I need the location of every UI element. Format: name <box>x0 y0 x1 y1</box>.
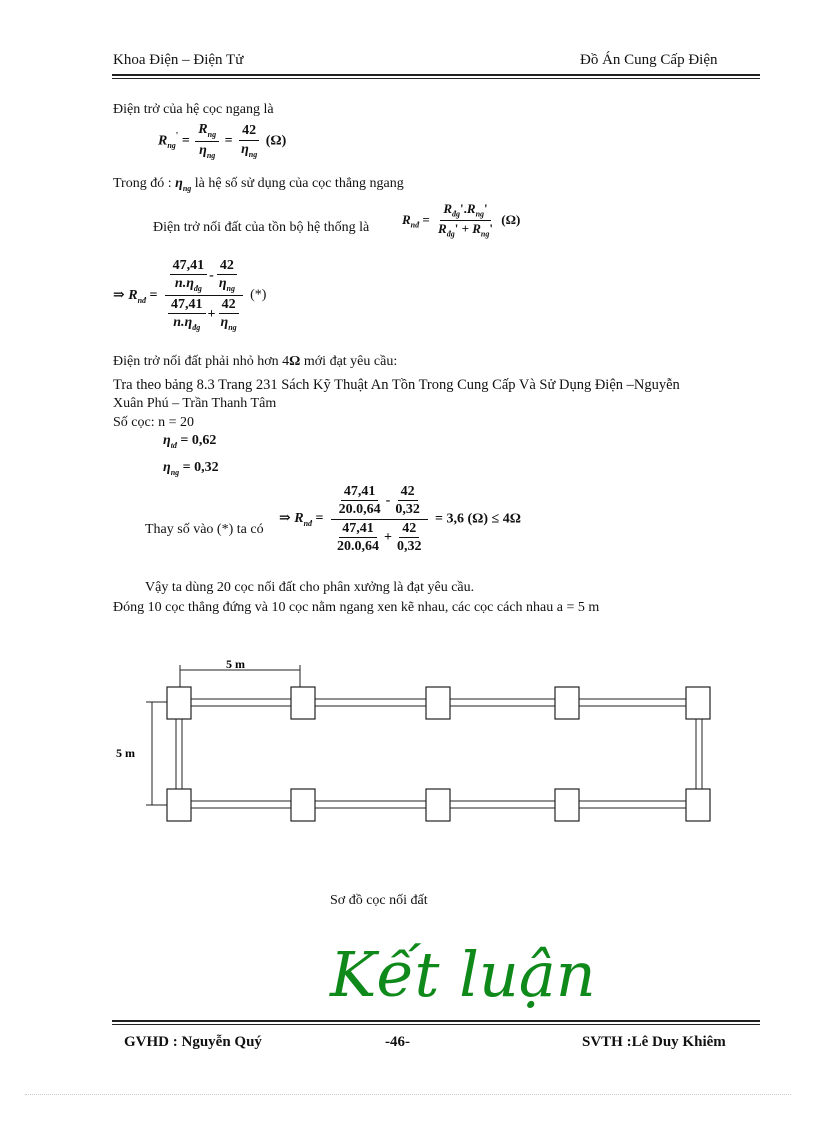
footer-page-number: -46- <box>385 1034 410 1050</box>
eq4-num-2: 42 <box>398 484 418 501</box>
ground-rod <box>167 687 191 719</box>
text-line-2-prefix: Trong đó : <box>113 176 172 191</box>
eta-td: $\eta_{tđ} = 0,62$ <box>163 433 217 450</box>
eq3-den-1: 47,41 <box>168 297 206 314</box>
eq4-num-2-den: 0,32 <box>395 502 420 518</box>
diagram-caption: Sơ đồ cọc nối đất <box>330 893 428 908</box>
text-line-2-suffix: là hệ số sử dụng của cọc thẳng ngang <box>194 176 404 191</box>
text-line-8: Thay số vào (*) ta có <box>145 522 264 537</box>
text-line-10: Đóng 10 cọc thẳng đứng và 10 cọc nằm ngang xen kẽ nhau, các cọc cách nhau a = 5 m <box>113 600 600 615</box>
eq1-value: 42 <box>239 123 259 140</box>
text-line-3: Điện trở nối đất của tồn bộ hệ thống là <box>153 220 370 235</box>
eta-ng-value: = 0,32 <box>182 460 219 475</box>
text-line-7: Số cọc: n = 20 <box>113 415 194 430</box>
eq4-den-1: 47,41 <box>339 521 377 538</box>
equation-r-ng: $R_{ng}'$ = $\frac{R_{ng}}{\eta_{ng}}$ = $\frac{42}{\eta_{ng}}$ (Ω) <box>158 122 287 160</box>
equation-3: ⇒ $R_{nđ}$ = $\frac{47,41}{n.\eta_{đg}}$ - $\frac{42}{\eta_{ng}}$ $\frac{47,41}{n.\eta_{đg}}$ + $\frac{42}{\eta_{ng}}$ (*) <box>113 258 267 333</box>
eta-ng: $\eta_{ng} = 0,32$ <box>163 460 219 477</box>
ground-rod <box>291 687 315 719</box>
ground-rod <box>555 687 579 719</box>
ground-rod <box>291 789 315 821</box>
page-bottom-dotted-line <box>25 1094 791 1095</box>
text-line-2: Trong đó : $\eta_{ng}$ là hệ số sử dụng của cọc thẳng ngang <box>113 176 404 193</box>
grounding-diagram <box>110 655 730 830</box>
eq3-num-2: 42 <box>217 258 237 275</box>
equation-4: ⇒ $R_{nđ}$ = $\frac{47,41}{20.0,64}$ - $\frac{42}{0,32}$ $\frac{47,41}{20.0,64}$ + $\frac{42}{0,32}$ = 3,6 (Ω) ≤ 4Ω <box>279 484 521 555</box>
ground-rod <box>426 789 450 821</box>
eta-td-value: = 0,62 <box>180 433 217 448</box>
footer-rule-thin <box>112 1024 760 1025</box>
ground-rod <box>167 789 191 821</box>
text-line-1: Điện trở của hệ cọc ngang là <box>113 102 274 117</box>
footer-gvhd: GVHD : Nguyễn Quý <box>124 1034 262 1050</box>
eq4-num-1-den: 20.0,64 <box>338 502 381 518</box>
ground-rod <box>686 789 710 821</box>
footer-rule <box>112 1020 760 1022</box>
equation-r-nd: $R_{nđ}$ = $\frac{R_{đg}'.R_{ng}'}{R_{đg}' + R_{ng}'}$ (Ω) <box>402 201 521 239</box>
text-line-4-b: mới đạt yêu cầu: <box>303 354 398 369</box>
text-line-4-a: Điện trở nối đất phải nhỏ hơn 4 <box>113 354 290 369</box>
text-line-9: Vậy ta dùng 20 cọc nối đất cho phân xưởng là đạt yêu cầu. <box>145 580 475 595</box>
text-line-5: Tra theo bảng 8.3 Trang 231 Sách Kỹ Thuật An Tồn Trong Cung Cấp Và Sử Dụng Điện –Nguyễn <box>113 377 680 393</box>
eq4-result: = 3,6 (Ω) ≤ 4Ω <box>435 511 521 527</box>
eq3-den-2: 42 <box>219 297 239 314</box>
ground-rod <box>426 687 450 719</box>
header-rule-thin <box>112 78 760 79</box>
eq2-unit: (Ω) <box>501 211 521 227</box>
eq4-den-2-den: 0,32 <box>397 539 422 555</box>
eq3-num-1: 47,41 <box>170 258 208 275</box>
eq1-unit: (Ω) <box>265 133 287 149</box>
ground-rod <box>555 789 579 821</box>
eq4-den-2: 42 <box>399 521 419 538</box>
eq4-den-1-den: 20.0,64 <box>337 539 380 555</box>
conclusion-heading: Kết luận <box>330 938 596 1011</box>
header-right: Đồ Án Cung Cấp Điện <box>580 52 718 68</box>
dim-label-horizontal: 5 m <box>226 657 245 671</box>
dim-label-vertical: 5 m <box>116 746 135 760</box>
footer-svth: SVTH :Lê Duy Khiêm <box>582 1034 726 1050</box>
text-line-6: Xuân Phú – Trần Thanh Tâm <box>113 396 277 411</box>
eq4-num-1: 47,41 <box>341 484 379 501</box>
text-line-4-omega: Ω <box>289 354 301 369</box>
header-left: Khoa Điện – Điện Tử <box>113 52 244 68</box>
header-rule <box>112 74 760 76</box>
eq3-star: (*) <box>250 287 267 303</box>
text-line-4 <box>113 354 397 370</box>
ground-rod <box>686 687 710 719</box>
